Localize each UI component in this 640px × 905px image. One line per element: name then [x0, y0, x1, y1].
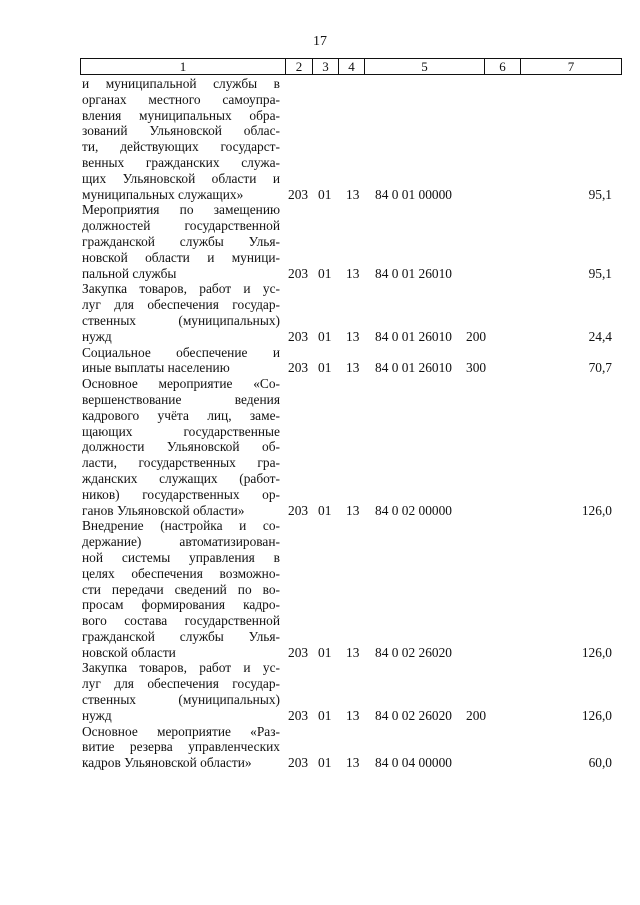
subsection-code: 13 — [346, 644, 360, 660]
description-line: должностей государственной — [82, 218, 280, 234]
header-col-6: 6 — [485, 59, 521, 74]
target-article-code: 84 0 02 00000 — [375, 502, 452, 518]
description-line: Закупка товаров, работ и ус- — [82, 281, 280, 297]
expense-type-code: 300 — [466, 360, 487, 376]
table-row — [82, 202, 612, 281]
section-code: 01 — [318, 755, 332, 771]
grbs-code: 203 — [288, 707, 309, 723]
description-line: витие резерва управленческих — [82, 739, 280, 755]
description-line: Мероприятия по замещению — [82, 202, 280, 218]
subsection-code: 13 — [346, 186, 360, 202]
description-line: ников) государственных ор- — [82, 486, 280, 502]
target-article-code: 84 0 02 26020 — [375, 707, 452, 723]
description-line: луг для обеспечения государ- — [82, 297, 280, 313]
description-line: венных гражданских служа- — [82, 154, 280, 170]
section-code: 01 — [318, 502, 332, 518]
description-line: луг для обеспечения государ- — [82, 676, 280, 692]
row-description — [82, 660, 280, 723]
row-description — [82, 76, 280, 202]
grbs-code: 203 — [288, 755, 309, 771]
row-description — [82, 281, 280, 344]
header-col-5: 5 — [365, 59, 485, 74]
grbs-code: 203 — [288, 265, 309, 281]
target-article-code: 84 0 01 00000 — [375, 186, 452, 202]
section-code: 01 — [318, 265, 332, 281]
grbs-code: 203 — [288, 502, 309, 518]
amount: 60,0 — [588, 755, 612, 771]
amount: 95,1 — [588, 265, 612, 281]
table-body — [82, 76, 612, 771]
description-line: Социальное обеспечение и — [82, 344, 280, 360]
table-row — [82, 376, 612, 518]
description-line: иные выплаты населению — [82, 360, 230, 376]
subsection-code: 13 — [346, 265, 360, 281]
grbs-code: 203 — [288, 360, 309, 376]
description-line: щих Ульяновской области и — [82, 170, 280, 186]
description-line: муниципальных служащих» — [82, 186, 244, 202]
table-header — [80, 58, 622, 75]
header-col-2: 2 — [286, 59, 313, 74]
target-article-code: 84 0 02 26020 — [375, 644, 452, 660]
table-row — [82, 518, 612, 660]
description-line: Внедрение (настройка и со- — [82, 518, 280, 534]
amount: 70,7 — [588, 360, 612, 376]
description-line: и муниципальной службы в — [82, 76, 280, 91]
target-article-code: 84 0 01 26010 — [375, 265, 452, 281]
row-description — [82, 345, 280, 377]
subsection-code: 13 — [346, 328, 360, 344]
subsection-code: 13 — [346, 360, 360, 376]
section-code: 01 — [318, 707, 332, 723]
description-line: ственных (муниципальных) — [82, 692, 280, 708]
amount: 126,0 — [581, 644, 612, 660]
row-description — [82, 518, 280, 660]
table-row — [82, 724, 612, 771]
description-line: должности Ульяновской об- — [82, 439, 280, 455]
header-col-3: 3 — [313, 59, 339, 74]
description-line: ти, действующих государст- — [82, 139, 280, 155]
description-line: кадрового учёта лиц, заме- — [82, 407, 280, 423]
header-col-1: 1 — [81, 59, 286, 74]
section-code: 01 — [318, 644, 332, 660]
description-line: нужд — [82, 328, 112, 344]
header-col-7: 7 — [567, 59, 575, 74]
description-line: вления муниципальных обра- — [82, 107, 280, 123]
description-line: пальной службы — [82, 265, 177, 281]
description-line: кадров Ульяновской области» — [82, 755, 252, 771]
description-line: вершенствование ведения — [82, 391, 280, 407]
description-line: Закупка товаров, работ и ус- — [82, 660, 280, 676]
section-code: 01 — [318, 360, 332, 376]
target-article-code: 84 0 04 00000 — [375, 755, 452, 771]
subsection-code: 13 — [346, 502, 360, 518]
description-line: щающих государственные — [82, 423, 280, 439]
table-row — [82, 345, 612, 377]
description-line: Основное мероприятие «Раз- — [82, 723, 280, 739]
grbs-code: 203 — [288, 644, 309, 660]
amount: 126,0 — [581, 502, 612, 518]
section-code: 01 — [318, 328, 332, 344]
table-row — [82, 660, 612, 723]
amount: 126,0 — [581, 707, 612, 723]
row-description — [82, 376, 280, 518]
subsection-code: 13 — [346, 707, 360, 723]
description-line: гражданской службы Улья- — [82, 628, 280, 644]
page-number: 17 — [313, 34, 327, 49]
expense-type-code: 200 — [466, 707, 487, 723]
description-line: вого состава государственной — [82, 613, 280, 629]
grbs-code: 203 — [288, 186, 309, 202]
description-line: новской области — [82, 644, 176, 660]
amount: 24,4 — [588, 328, 612, 344]
grbs-code: 203 — [288, 328, 309, 344]
description-line: ной системы управления в — [82, 549, 280, 565]
header-col-4: 4 — [339, 59, 365, 74]
expense-type-code: 200 — [466, 328, 487, 344]
description-line: просам формирования кадро- — [82, 597, 280, 613]
row-description — [82, 724, 280, 771]
description-line: Основное мероприятие «Со- — [82, 376, 280, 392]
target-article-code: 84 0 01 26010 — [375, 328, 452, 344]
target-article-code: 84 0 01 26010 — [375, 360, 452, 376]
description-line: зований Ульяновской облас- — [82, 123, 280, 139]
table-row — [82, 281, 612, 344]
description-line: целях обеспечения возможно- — [82, 565, 280, 581]
description-line: сти передачи сведений по во- — [82, 581, 280, 597]
description-line: ласти, государственных гра- — [82, 455, 280, 471]
subsection-code: 13 — [346, 755, 360, 771]
description-line: новской области и муници- — [82, 249, 280, 265]
description-line: жданских служащих (работ- — [82, 470, 280, 486]
amount: 95,1 — [588, 186, 612, 202]
description-line: нужд — [82, 707, 112, 723]
description-line: ганов Ульяновской области» — [82, 502, 245, 518]
description-line: ственных (муниципальных) — [82, 312, 280, 328]
row-description — [82, 202, 280, 281]
table-row — [82, 76, 612, 202]
section-code: 01 — [318, 186, 332, 202]
description-line: органах местного самоупра- — [82, 91, 280, 107]
description-line: гражданской службы Улья- — [82, 233, 280, 249]
description-line: держание) автоматизирован- — [82, 534, 280, 550]
